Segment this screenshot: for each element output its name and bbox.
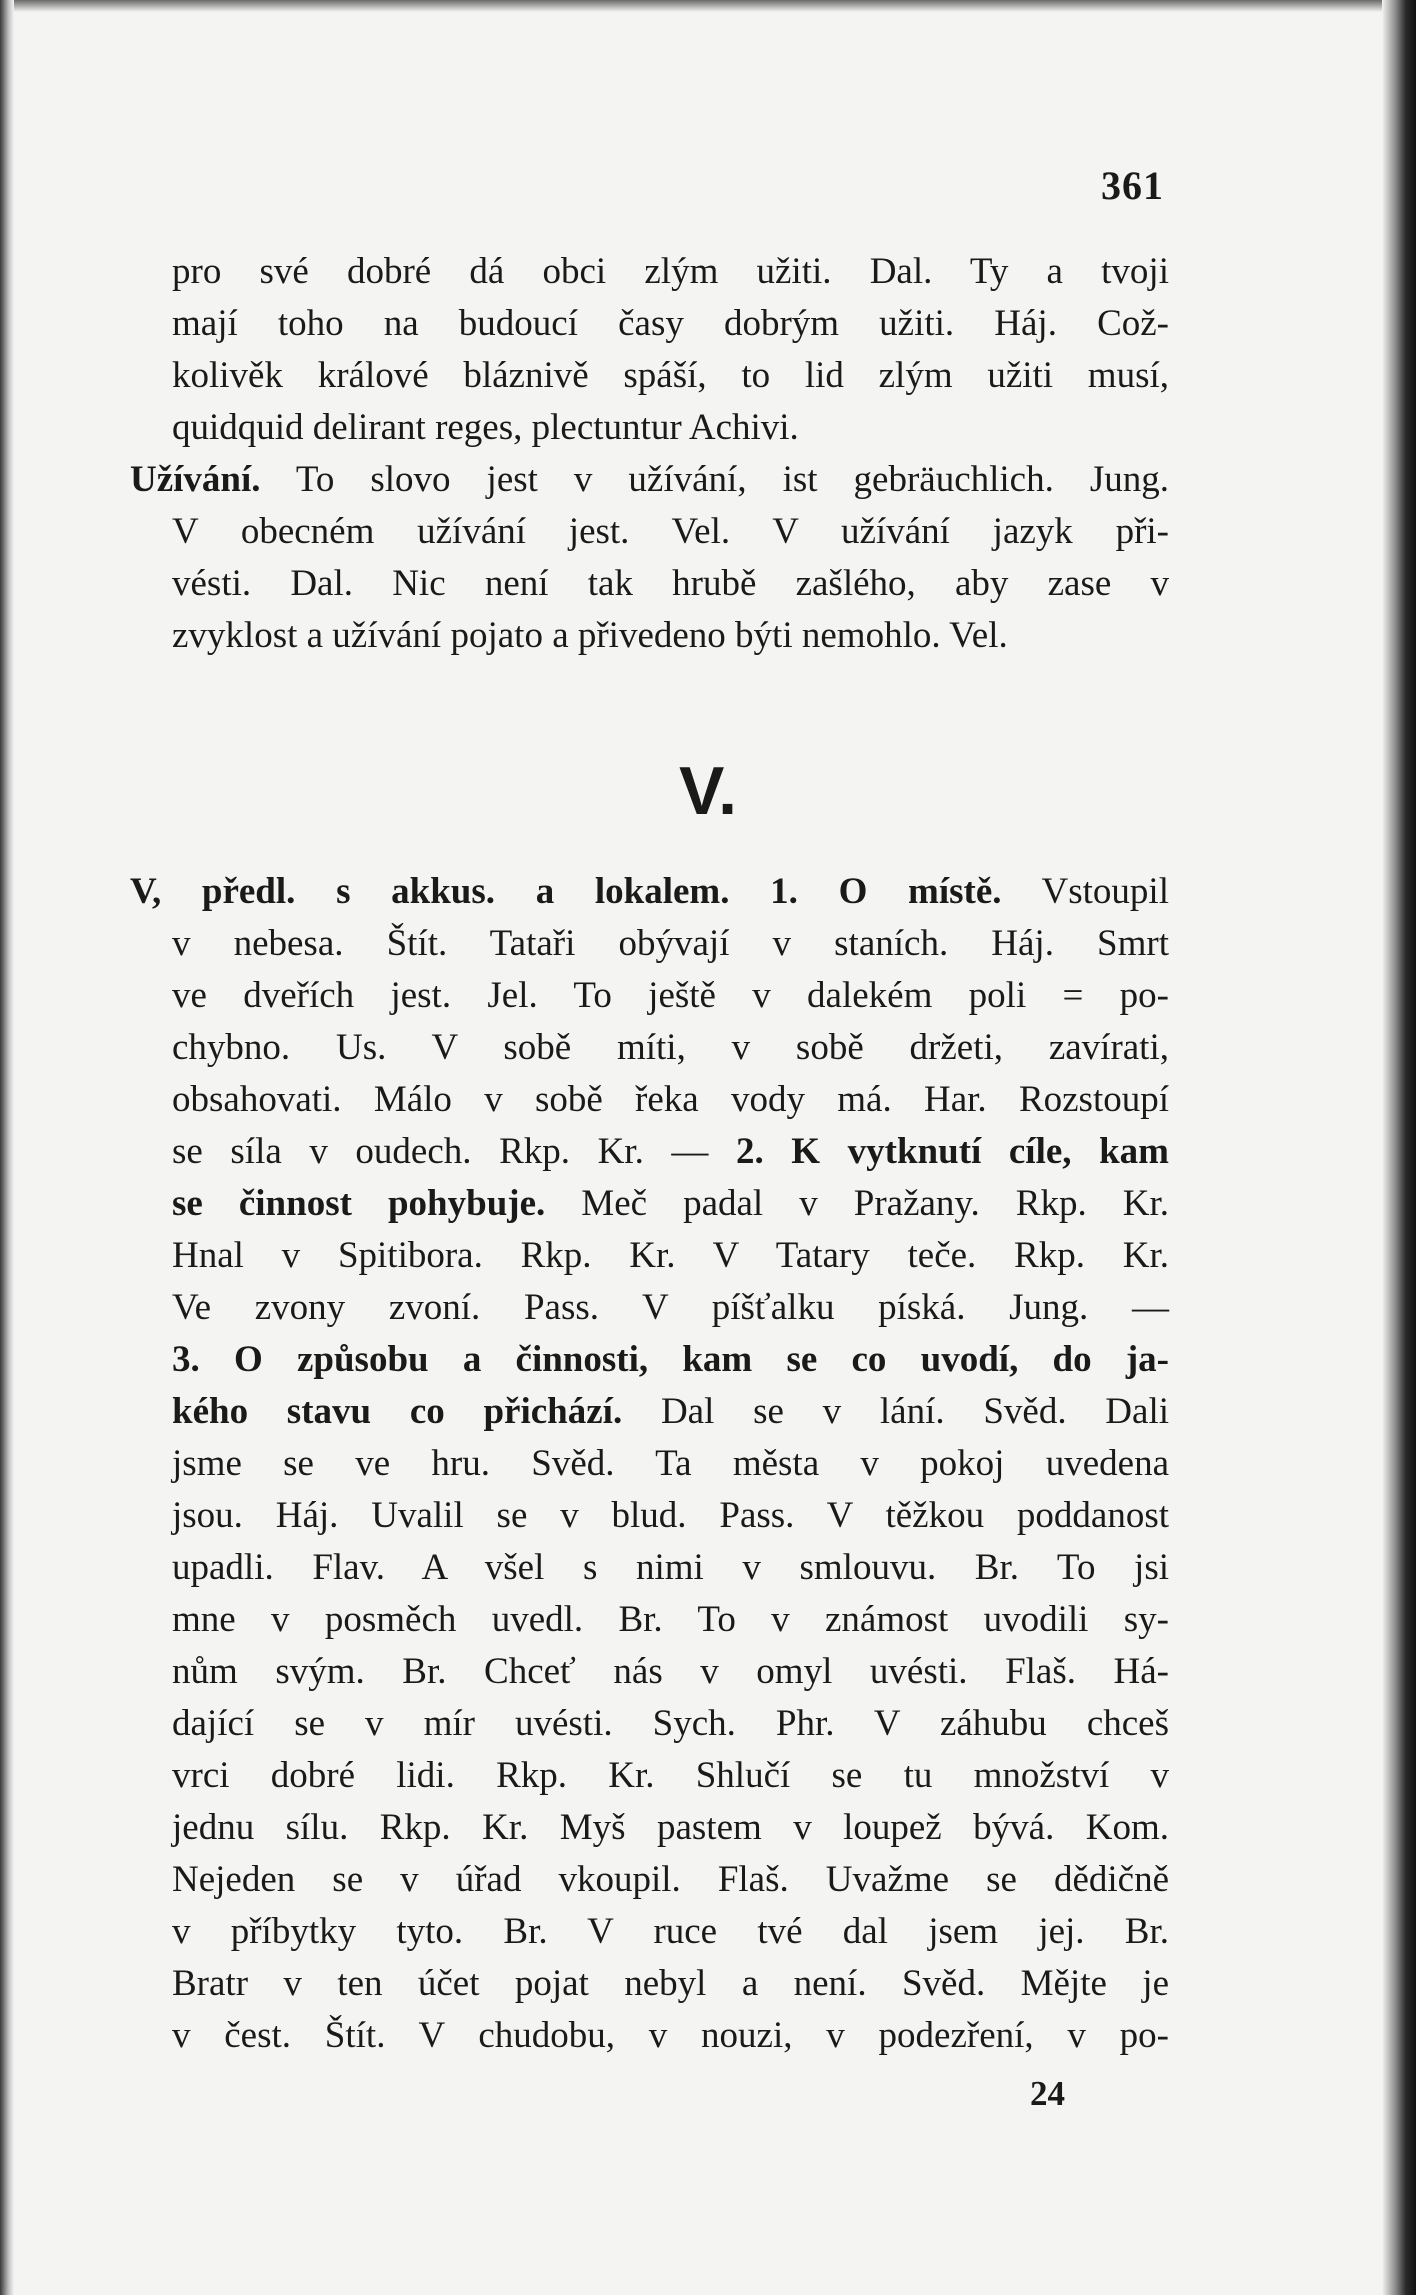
text-line: nům svým. Br. Chceť nás v omyl uvésti. Flaš. Há-: [172, 1651, 1169, 1692]
entry-v: [130, 866, 1170, 2062]
text-line: vrci dobré lidi. Rkp. Kr. Shlučí se tu množství v: [172, 1755, 1169, 1796]
text-line: ve dveřích jest. Jel. To ještě v dalekém poli = po-: [172, 975, 1169, 1016]
text-line: jsou. Háj. Uvalil se v blud. Pass. V těžkou poddanost: [172, 1495, 1169, 1536]
text-line: mne v posměch uvedl. Br. To v známost uvodili sy-: [172, 1599, 1169, 1640]
text-line: chybno. Us. V sobě míti, v sobě držeti, zavírati,: [172, 1027, 1169, 1068]
text-line: v nebesa. Štít. Tataři obývají v staních. Háj. Smrt: [172, 923, 1169, 964]
subsense-heading: kého stavu co přichází.: [172, 1391, 623, 1432]
entry-first-line: [130, 454, 1169, 506]
text-line: jednu sílu. Rkp. Kr. Myš pastem v loupež bývá. Kom.: [172, 1807, 1169, 1848]
entry-text: Meč padal v Pražany. Rkp. Kr.: [545, 1183, 1170, 1224]
continuation-paragraph: [172, 246, 1169, 454]
subsense-heading: 3. O způsobu a činnosti, kam se co uvodí, do ja-: [172, 1339, 1169, 1380]
scan-left-edge: [0, 0, 14, 2295]
text-line: jsme se ve hru. Svěd. Ta města v pokoj uvedena: [172, 1443, 1169, 1484]
subsense-heading: se činnost pohybuje.: [172, 1183, 546, 1224]
text-line: Hnal v Spitibora. Rkp. Kr. V Tatary teče. Rkp. Kr.: [172, 1235, 1169, 1276]
text-line: [172, 1178, 1169, 1230]
entry-text: To slovo jest v užívání, ist gebräuchlich. Jung.: [260, 459, 1169, 500]
entry-text: Vstoupil: [1001, 871, 1169, 912]
section-heading: V.: [678, 753, 737, 829]
text-line: Ve zvony zvoní. Pass. V píšťalku píská. Jung. —: [172, 1287, 1169, 1328]
text-line: V obecném užívání jest. Vel. V užívání jazyk při-: [172, 511, 1169, 552]
subsense-heading: 2. K vytknutí cíle, kam: [735, 1131, 1169, 1172]
entry-uzivani: [130, 454, 1169, 662]
entry-text: se síla v oudech. Rkp. Kr. —: [172, 1131, 736, 1172]
text-line: Bratr v ten účet pojat nebyl a není. Svěd. Mějte je: [172, 1963, 1169, 2004]
text-line: upadli. Flav. A všel s nimi v smlouvu. Br. To jsi: [172, 1547, 1169, 1588]
scan-top-edge: [0, 0, 1416, 12]
text-line: mají toho na budoucí časy dobrým užiti. Háj. Což-: [172, 303, 1169, 344]
headword: V, předl. s akkus. a lokalem. 1. O místě.: [130, 871, 1002, 912]
entry-text: Dal se v lání. Svěd. Dali: [622, 1391, 1170, 1432]
entry-first-line: [130, 866, 1169, 918]
text-line: v příbytky tyto. Br. V ruce tvé dal jsem jej. Br.: [172, 1911, 1169, 1952]
text-line: [172, 1126, 1169, 1178]
text-line: vésti. Dal. Nic není tak hrubě zašlého, aby zase v: [172, 563, 1169, 604]
signature-mark: 24: [1030, 2074, 1065, 2113]
text-line: [172, 1386, 1169, 1438]
text-line: dající se v mír uvésti. Sych. Phr. V záhubu chceš: [172, 1703, 1169, 1744]
text-line: zvyklost a užívání pojato a přivedeno býti nemohlo. Vel.: [172, 615, 1008, 656]
text-line: obsahovati. Málo v sobě řeka vody má. Har. Rozstoupí: [172, 1079, 1169, 1120]
text-line: Nejeden se v úřad vkoupil. Flaš. Uvažme se dědičně: [172, 1859, 1169, 1900]
text-line: v čest. Štít. V chudobu, v nouzi, v podezření, v po-: [172, 2015, 1169, 2056]
headword: Užívání.: [130, 459, 261, 500]
page-number: 361: [1101, 163, 1164, 208]
scan-right-edge: [1382, 0, 1416, 2295]
text-line: pro své dobré dá obci zlým užiti. Dal. Ty a tvoji: [172, 251, 1169, 292]
text-line: quidquid delirant reges, plectuntur Achivi.: [172, 407, 799, 448]
text-line: kolivěk králové bláznivě spáší, to lid zlým užiti musí,: [172, 355, 1169, 396]
